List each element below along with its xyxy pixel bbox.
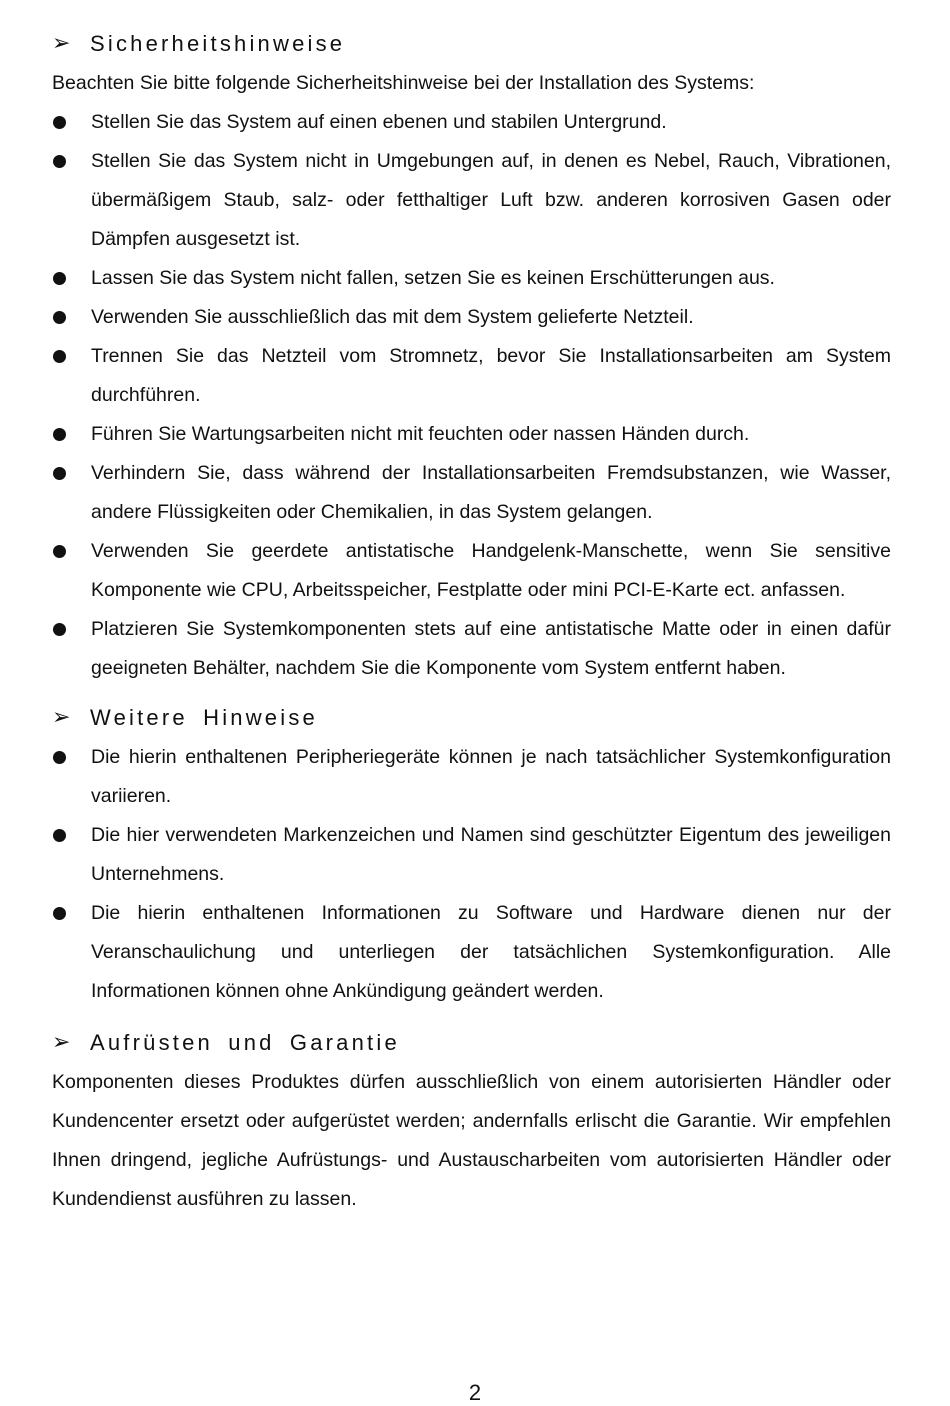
bullet-icon <box>52 738 91 777</box>
list-item-text: Stellen Sie das System nicht in Umgebungen auf, in denen es Nebel, Rauch, Vibrationen, übermäßigem Staub, salz- oder fetthaltiger Luft bzw. anderen korrosiven Gasen oder Dämpfen ausgesetzt ist. <box>91 150 891 250</box>
list-item-text: Stellen Sie das System auf einen ebenen und stabilen Untergrund. <box>91 111 667 133</box>
list-item-text: Führen Sie Wartungsarbeiten nicht mit feuchten oder nassen Händen durch. <box>91 423 750 445</box>
safety-list <box>52 103 891 688</box>
section-heading-upgrade <box>52 1025 891 1061</box>
list-item <box>52 894 891 1011</box>
section-heading-safety <box>52 26 891 62</box>
list-item <box>52 142 891 259</box>
list-item-text: Die hierin enthaltenen Peripheriegeräte können je nach tatsächlicher Systemkonfiguration variieren. <box>91 746 891 807</box>
list-item <box>52 454 891 532</box>
bullet-icon <box>52 415 91 454</box>
list-item-text: Platzieren Sie Systemkomponenten stets auf eine antistatische Matte oder in einen dafür geeigneten Behälter, nachdem Sie die Komponente vom System entfernt haben. <box>91 618 891 679</box>
list-item <box>52 738 891 816</box>
bullet-icon <box>52 532 91 571</box>
bullet-icon <box>52 816 91 855</box>
section-title: Sicherheitshinweise <box>90 31 346 56</box>
bullet-icon <box>52 454 91 493</box>
list-item <box>52 337 891 415</box>
section-title: Weitere Hinweise <box>90 705 318 730</box>
bullet-icon <box>52 610 91 649</box>
section-intro: Beachten Sie bitte folgende Sicherheitshinweise bei der Installation des Systems: <box>52 72 755 94</box>
list-item-text: Die hierin enthaltenen Informationen zu Software und Hardware dienen nur der Veranschaulichung und unterliegen der tatsächlichen Systemkonfiguration. Alle Informationen können ohne Ankündigung geändert werden. <box>91 902 891 1002</box>
list-item <box>52 259 891 298</box>
notes-list <box>52 738 891 1011</box>
list-item <box>52 816 891 894</box>
upgrade-paragraph: Komponenten dieses Produktes dürfen ausschließlich von einem autorisierten Händler oder Kundencenter ersetzt oder aufgerüstet werden; andernfalls erlischt die Garantie. Wir empfehlen Ihnen dringend, jegliche Aufrüstungs- und Austauscharbeiten vom autorisierten Händler oder Kundendienst ausführen zu lassen. <box>52 1071 891 1210</box>
list-item-text: Die hier verwendeten Markenzeichen und Namen sind geschützter Eigentum des jeweiligen Unternehmens. <box>91 824 891 885</box>
bullet-icon <box>52 103 91 142</box>
document-page <box>52 26 891 1219</box>
list-item-text: Verwenden Sie ausschließlich das mit dem System gelieferte Netzteil. <box>91 306 694 328</box>
arrow-bullet-icon: ➢ <box>52 1030 71 1055</box>
bullet-icon <box>52 337 91 376</box>
list-item-text: Verwenden Sie geerdete antistatische Handgelenk-Manschette, wenn Sie sensitive Komponente wie CPU, Arbeitsspeicher, Festplatte oder mini PCI-E-Karte ect. anfassen. <box>91 540 891 601</box>
section-title: Aufrüsten und Garantie <box>90 1030 400 1055</box>
section-heading-notes <box>52 700 891 736</box>
list-item <box>52 610 891 688</box>
list-item <box>52 415 891 454</box>
list-item-text: Lassen Sie das System nicht fallen, setzen Sie es keinen Erschütterungen aus. <box>91 267 775 289</box>
arrow-bullet-icon: ➢ <box>52 31 71 56</box>
list-item-text: Verhindern Sie, dass während der Installationsarbeiten Fremdsubstanzen, wie Wasser, andere Flüssigkeiten oder Chemikalien, in das System gelangen. <box>91 462 891 523</box>
page-number: 2 <box>468 1380 482 1405</box>
bullet-icon <box>52 142 91 181</box>
bullet-icon <box>52 259 91 298</box>
bullet-icon <box>52 894 91 933</box>
list-item-text: Trennen Sie das Netzteil vom Stromnetz, bevor Sie Installationsarbeiten am System durchführen. <box>91 345 891 406</box>
bullet-icon <box>52 298 91 337</box>
arrow-bullet-icon: ➢ <box>52 705 71 730</box>
list-item <box>52 103 891 142</box>
list-item <box>52 532 891 610</box>
list-item <box>52 298 891 337</box>
